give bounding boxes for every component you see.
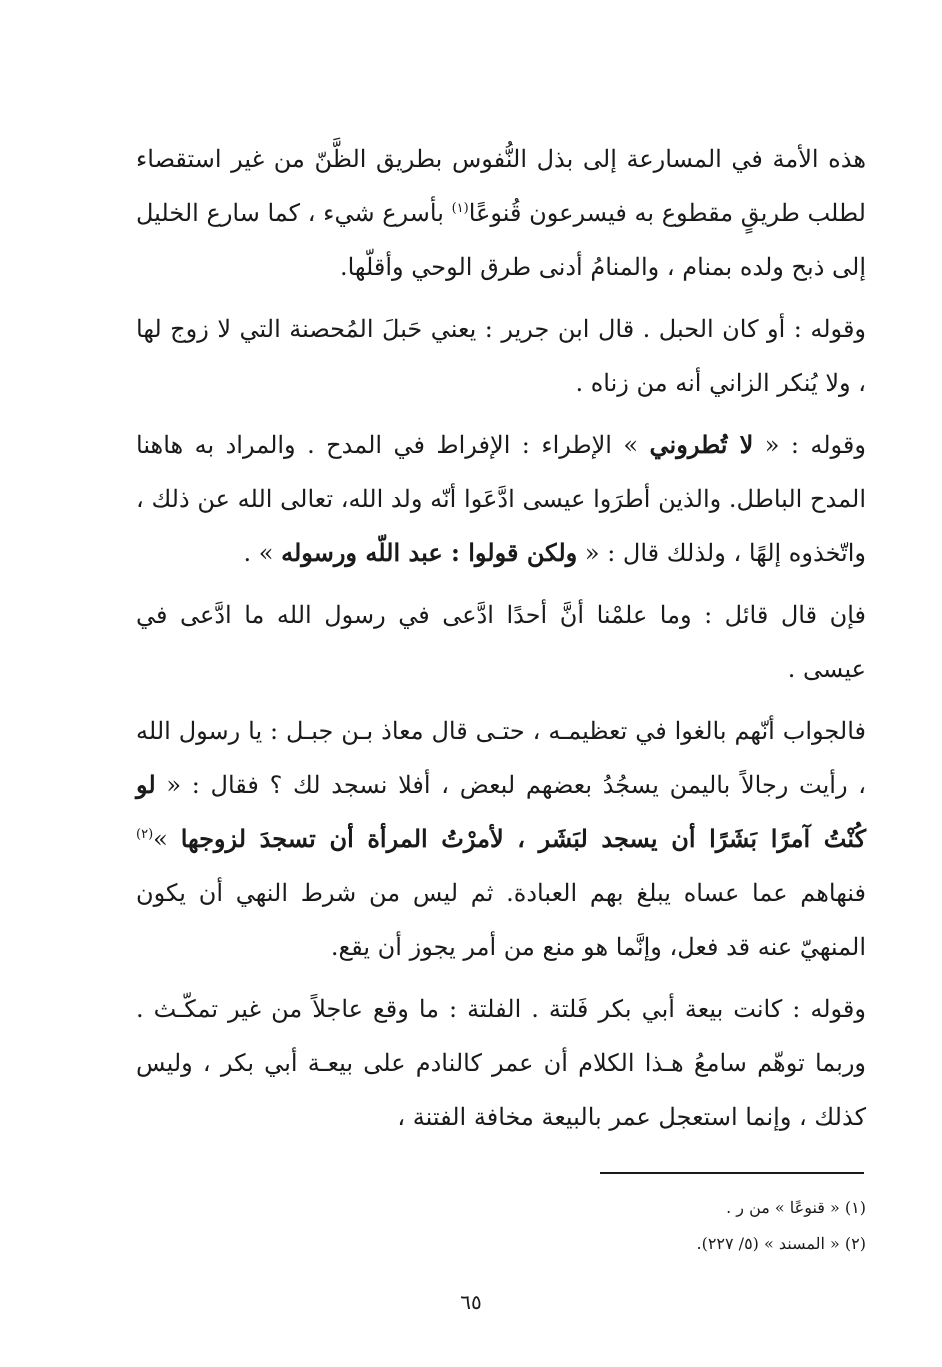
bold-quote: ولكن قولوا : عبد اللّه ورسوله [281,538,578,567]
text-run: فالجواب أنّهم بالغوا في تعظيمـه ، حتـى قال معاذ بـن جبـل : يا رسول الله ، رأيت رجالاً باليمن يسجُدُ بعضهم لبعض ، أفلا نسجد لك ؟ فقال : « [136,717,866,799]
footnote-reference: (١) [451,201,469,216]
paragraph-3 [136,418,866,580]
footnote-2: (٢) « المسند » (٥/ ٢٢٧). [696,1234,866,1253]
text-run: وقوله : كانت بيعة أبي بكر فَلتة . الفلتة : ما وقع عاجلاً من غير تمكّـث . وربما توهّم سامعُ هـذا الكلام أن عمر كالنادم على بيعـة أبي بكر ، وليس كذلك ، وإنما استعجل عمر بالبيعة مخافة الفتنة ، [136,995,866,1131]
paragraph-5 [136,704,866,974]
footnote-1: (١) « قنوعًا » من ر . [726,1198,866,1217]
bold-quote: لا تُطروني [649,430,754,459]
text-run: فنهاهم عما عساه يبلغ بهم العبادة. ثم ليس من شرط النهي أن يكون المنهيّ عنه قد فعل، وإنَّما هو منع من أمر يجوز أن يقع. [136,879,866,961]
bold-quote: لو كُنْتُ آمرًا بَشَرًا أن يسجد لبَشَر ، لأمرْتُ المرأة أن تسجدَ لزوجها [136,770,866,853]
paragraph-1 [136,132,866,294]
footnotes [136,1190,866,1262]
text-run: » . [243,539,282,567]
text-run: وقوله : أو كان الحبل . قال ابن جرير : يعني حَبلَ المُحصنة التي لا زوج لها ، ولا يُنكر الزاني أنه من زناه . [136,315,866,397]
text-run: فإن قال قائل : وما علمْنا أنَّ أحدًا ادَّعى في رسول الله ما ادَّعى في عيسى . [136,601,866,683]
paragraph-4 [136,588,866,696]
footnote-separator [600,1172,864,1174]
text-run: » الإطراء : الإفراط في المدح . والمراد به هاهنا المدح الباطل. والذين أطرَوا عيسى ادَّعَوا أنّه ولد الله، تعالى الله عن ذلك ، واتّخذوه إلهًا ، ولذلك قال : « [136,431,866,567]
main-text [136,132,866,1152]
page-number: ٦٥ [460,1290,482,1314]
paragraph-2 [136,302,866,410]
text-run: » [153,825,181,853]
text-run: وقوله : « [753,431,866,459]
text-run: هذه الأمة في المسارعة إلى بذل النُّفوس بطريق الظَّنّ من غير استقصاء لطلب طريقٍ مقطوع به فيسرعون قُنوعًا [136,145,866,227]
text-run: بأسرع شيء ، كما سارع الخليل إلى ذبح ولده بمنام ، والمنامُ أدنى طرق الوحي وأقلّها. [136,199,866,281]
footnote-reference: (٢) [136,827,154,842]
paragraph-6 [136,982,866,1144]
